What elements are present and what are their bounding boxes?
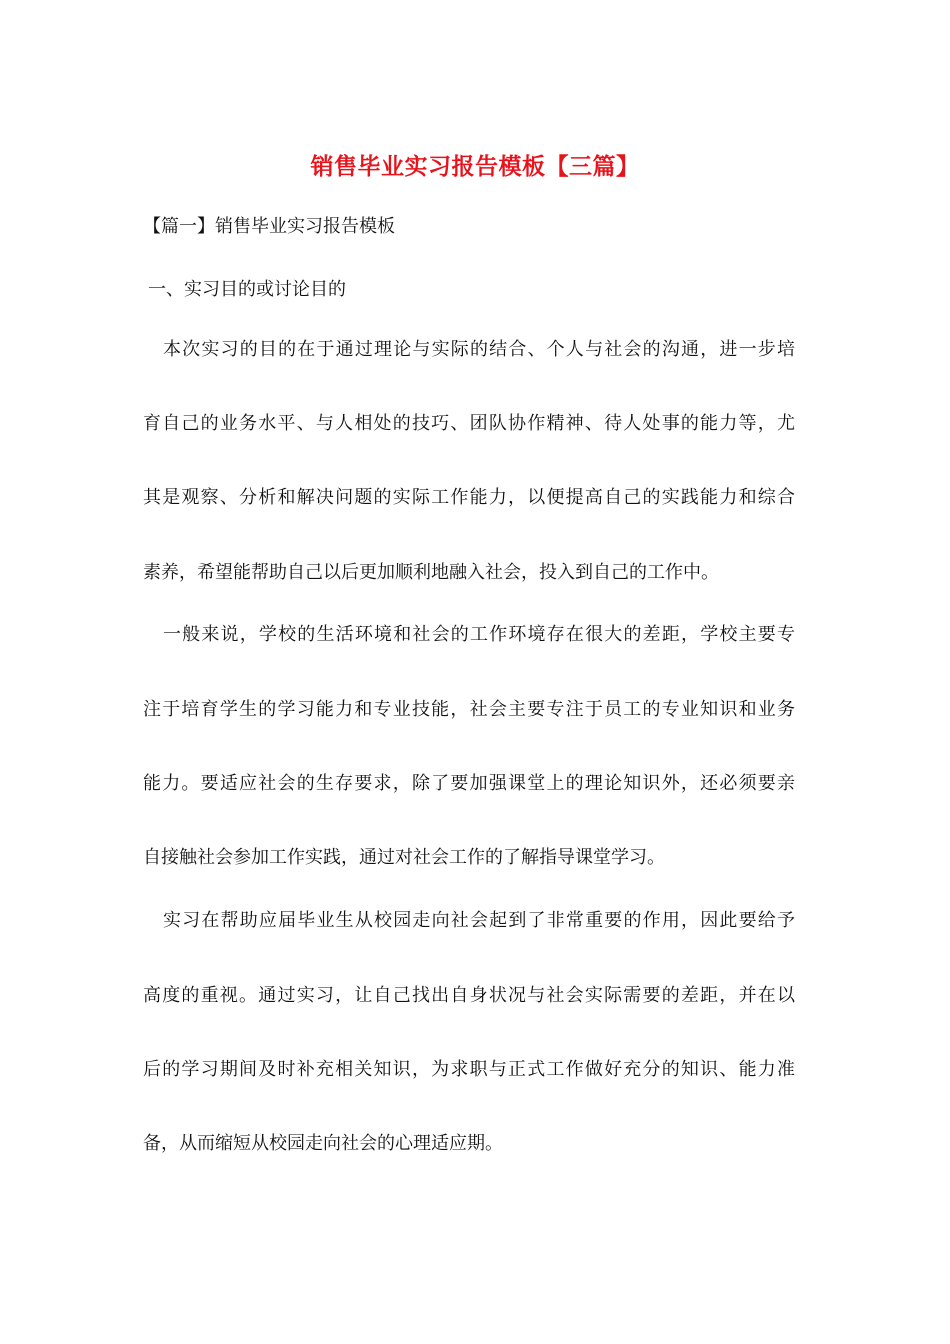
paragraph-line: 素养，希望能帮助自己以后更加顺利地融入社会，投入到自己的工作中。 <box>143 562 719 583</box>
paragraph-line: 高度的重视。通过实习，让自己找出自身状况与社会实际需要的差距，并在以 <box>143 985 795 1006</box>
paragraph-line: 备，从而缩短从校园走向社会的心理适应期。 <box>143 1133 503 1154</box>
paragraph-line: 自接触社会参加工作实践，通过对社会工作的了解指导课堂学习。 <box>143 847 665 868</box>
paragraph-line: 实习在帮助应届毕业生从校园走向社会起到了非常重要的作用，因此要给予 <box>163 910 795 931</box>
section-heading: 一、实习目的或讨论目的 <box>148 279 346 300</box>
part-heading: 【篇一】销售毕业实习报告模板 <box>143 216 395 237</box>
paragraph-line: 其是观察、分析和解决问题的实际工作能力，以便提高自己的实践能力和综合 <box>143 487 795 508</box>
paragraph-line: 能力。要适应社会的生存要求，除了要加强课堂上的理论知识外，还必须要亲 <box>143 773 795 794</box>
paragraph-line: 一般来说，学校的生活环境和社会的工作环境存在很大的差距，学校主要专 <box>163 624 795 645</box>
paragraph-line: 注于培育学生的学习能力和专业技能，社会主要专注于员工的专业知识和业务 <box>143 699 795 720</box>
paragraph-line: 后的学习期间及时补充相关知识，为求职与正式工作做好充分的知识、能力准 <box>143 1059 795 1080</box>
paragraph-line: 本次实习的目的在于通过理论与实际的结合、个人与社会的沟通，进一步培 <box>163 339 795 360</box>
document-title: 销售毕业实习报告模板【三篇】 <box>310 154 640 180</box>
paragraph-line: 育自己的业务水平、与人相处的技巧、团队协作精神、待人处事的能力等，尤 <box>143 413 795 434</box>
